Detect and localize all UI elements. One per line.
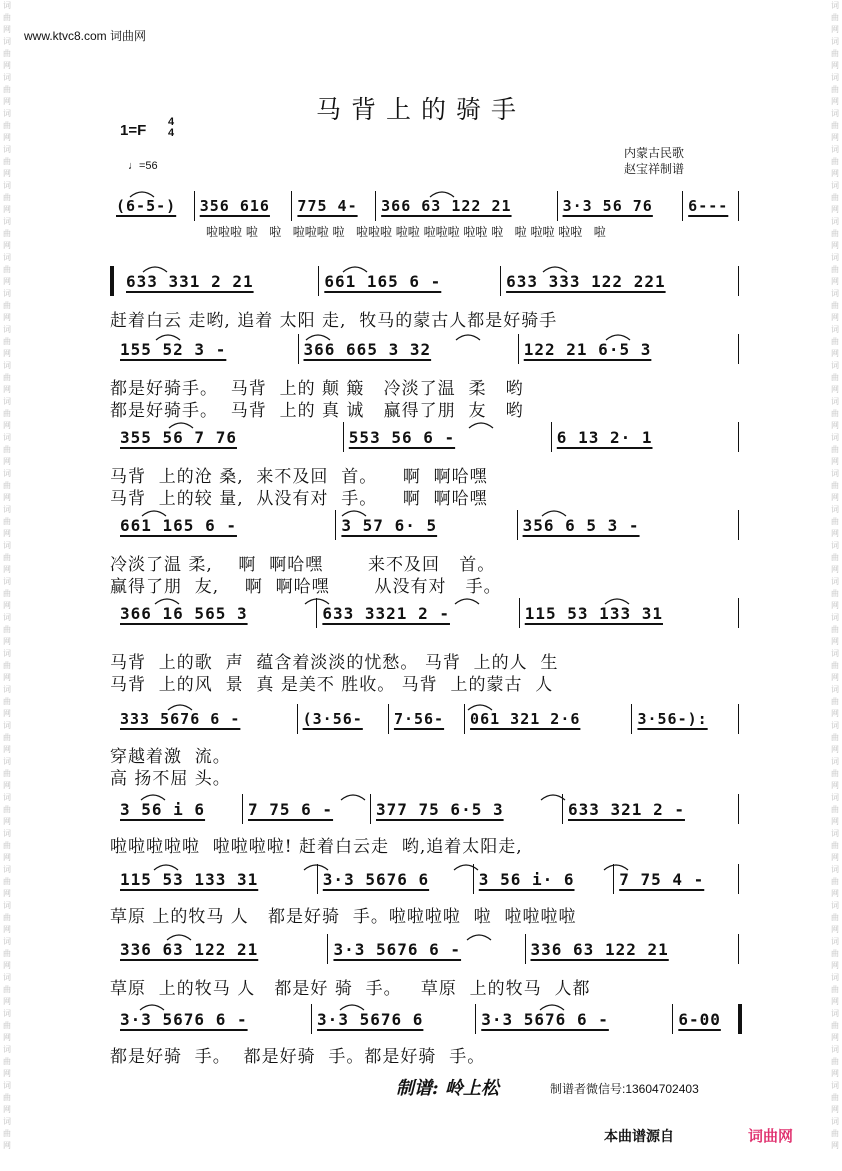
barline <box>242 794 243 824</box>
right-watermark-strip <box>828 0 842 1171</box>
watermark-glyph: 词曲网 <box>3 1 11 34</box>
barline <box>370 794 371 824</box>
watermark-glyph: 词曲网 <box>3 217 11 250</box>
lyric-line: 草原 上的牧马 人 都是好骑 手。啦啦啦啦 啦 啦啦啦啦 <box>110 907 577 927</box>
watermark-glyph: 词曲网 <box>831 253 839 286</box>
measure-notes: 7 75 4 - <box>619 870 705 889</box>
measure-notes: 122 21 6·5 3 <box>523 340 652 359</box>
barline <box>473 864 474 894</box>
watermark-glyph: 词曲网 <box>831 793 839 826</box>
barline <box>738 934 739 964</box>
site-url[interactable]: www.ktvc8.com 词曲网 <box>24 29 147 43</box>
watermark-glyph: 词曲网 <box>3 793 11 826</box>
watermark-glyph: 词曲网 <box>831 505 839 538</box>
measure-notes: 356 6 5 3 - <box>522 516 640 535</box>
watermark-glyph: 词曲网 <box>831 1081 839 1114</box>
song-arranger: 赵宝祥制谱 <box>624 162 685 176</box>
score-system <box>110 330 742 420</box>
measure-notes: 633 3321 2 - <box>322 604 450 623</box>
score-system <box>110 700 742 790</box>
watermark-glyph: 词曲网 <box>831 37 839 70</box>
measure-notes: 633 321 2 - <box>568 800 685 819</box>
watermark-glyph: 词曲网 <box>831 217 839 250</box>
barline <box>194 191 195 221</box>
watermark-glyph: 词曲网 <box>831 289 839 322</box>
notes-row <box>110 330 742 366</box>
barline <box>738 864 739 894</box>
measure-notes: 661 165 6 - <box>120 516 237 535</box>
watermark-glyph: 词曲网 <box>3 1117 11 1150</box>
watermark-glyph: 词曲网 <box>3 397 11 430</box>
watermark-glyph: 词曲网 <box>3 361 11 394</box>
watermark-glyph: 词曲网 <box>831 181 839 214</box>
measure-notes: 336 63 122 21 <box>530 940 669 959</box>
meter-bottom: 4 <box>168 127 175 139</box>
watermark-glyph: 词曲网 <box>831 721 839 754</box>
measure-notes: 115 53 133 31 <box>524 604 663 623</box>
barline <box>557 191 558 221</box>
barline <box>519 598 520 628</box>
notes-row <box>110 594 742 630</box>
watermark-glyph: 词曲网 <box>831 901 839 934</box>
meter-top: 4 <box>168 116 175 128</box>
watermark-glyph: 词曲网 <box>831 865 839 898</box>
score-system <box>110 506 742 596</box>
notes-row <box>110 790 742 826</box>
watermark-glyph: 词曲网 <box>831 73 839 106</box>
arranger-signature: 制谱: 岭上松 <box>396 1078 499 1099</box>
barline <box>327 934 328 964</box>
barline <box>518 334 519 364</box>
barline <box>738 422 739 452</box>
notes-row <box>110 860 742 896</box>
barline <box>613 864 614 894</box>
watermark-glyph: 词曲网 <box>831 541 839 574</box>
lyric-line: 赶着白云 走哟, 追着 太阳 走, 牧马的蒙古人都是好骑手 <box>110 311 558 331</box>
barline <box>672 1004 673 1034</box>
measure-notes: 333 5676 6 - <box>120 710 241 728</box>
song-title: 马背上的骑手 <box>315 95 526 124</box>
notes-row <box>110 506 742 542</box>
watermark-glyph: 词曲网 <box>3 1081 11 1114</box>
lyric-line: 都是好骑手。 马背 上的 颠 簸 冷淡了温 柔 哟 <box>110 379 524 399</box>
measure-notes: 6 13 2· 1 <box>556 428 653 447</box>
measure-notes: 3 56 i 6 <box>120 800 206 819</box>
watermark-glyph: 词曲网 <box>831 649 839 682</box>
arranger-wechat: 制谱者微信号:13604702403 <box>550 1082 699 1096</box>
final-barline <box>738 1004 742 1034</box>
barline <box>316 598 317 628</box>
lyric-line: 啦啦啦 啦 啦 啦啦啦 啦 啦啦啦 啦啦 啦啦啦 啦啦 啦 啦 啦啦 啦啦 啦 <box>206 225 606 239</box>
measure-notes: 336 63 122 21 <box>120 940 259 959</box>
barline <box>738 191 739 221</box>
watermark-glyph: 词曲网 <box>831 1 839 34</box>
watermark-glyph: 词曲网 <box>3 109 11 142</box>
watermark-glyph: 词曲网 <box>3 685 11 718</box>
lyric-line: 都是好骑 手。 都是好骑 手。都是好骑 手。 <box>110 1047 486 1067</box>
measure-notes: 3·3 5676 6 - <box>481 1010 609 1029</box>
measure-notes: 553 56 6 - <box>348 428 456 447</box>
watermark-glyph: 词曲网 <box>3 577 11 610</box>
watermark-glyph: 词曲网 <box>3 433 11 466</box>
measure-notes: 3·3 56 76 <box>562 197 653 215</box>
watermark-glyph: 词曲网 <box>3 469 11 502</box>
barline <box>738 266 739 296</box>
notes-row <box>110 187 742 223</box>
measure-notes: 3 57 6· 5 <box>341 516 438 535</box>
notes-row <box>110 262 742 298</box>
measure-notes: 366 63 122 21 <box>381 197 512 215</box>
measure-notes: (6-5-) <box>116 197 177 215</box>
barline <box>562 794 563 824</box>
lyric-line: 赢得了朋 友, 啊 啊哈嘿 从没有对 手。 <box>110 577 502 597</box>
measure-notes: 7·56- <box>393 710 445 728</box>
barline <box>738 598 739 628</box>
watermark-glyph: 词曲网 <box>831 577 839 610</box>
lyric-line: 马背 上的风 景 真 是美不 胜收。 马背 上的蒙古 人 <box>110 675 554 695</box>
tempo-marking: ♩=56 <box>128 160 158 172</box>
watermark-glyph: 词曲网 <box>3 1045 11 1078</box>
measure-notes: 3·3 5676 6 <box>317 1010 424 1029</box>
watermark-glyph: 词曲网 <box>3 505 11 538</box>
watermark-glyph: 词曲网 <box>831 613 839 646</box>
song-origin: 内蒙古民歌 <box>624 146 685 160</box>
watermark-glyph: 词曲网 <box>3 829 11 862</box>
watermark-glyph: 词曲网 <box>3 325 11 358</box>
lyric-line: 啦啦啦啦啦 啦啦啦啦! 赶着白云走 哟,追着太阳走, <box>110 837 523 857</box>
measure-notes: 366 16 565 3 <box>120 604 248 623</box>
watermark-glyph: 词曲网 <box>831 973 839 1006</box>
left-watermark-strip <box>0 0 14 1171</box>
measure-notes: 366 665 3 32 <box>303 340 432 359</box>
barline <box>343 422 344 452</box>
measure-notes: 661 165 6 - <box>324 272 442 291</box>
lyric-line: 马背 上的歌 声 蕴含着淡淡的忧愁。 马背 上的人 生 <box>110 653 559 673</box>
source-brand[interactable]: 词曲网 <box>748 1127 794 1145</box>
barline <box>317 864 318 894</box>
lyric-line: 穿越着激 流。 <box>110 747 231 767</box>
score-system <box>110 418 742 508</box>
barline <box>388 704 389 734</box>
measure-notes: 355 56 7 76 <box>120 428 237 447</box>
watermark-glyph: 词曲网 <box>3 289 11 322</box>
song-credits <box>624 145 684 177</box>
measure-notes: 3 56 i· 6 <box>478 870 575 889</box>
watermark-glyph: 词曲网 <box>3 253 11 286</box>
barline <box>525 934 526 964</box>
notes-row <box>110 1000 742 1036</box>
barline <box>311 1004 312 1034</box>
measure-notes: 6--- <box>688 197 729 215</box>
watermark-glyph: 词曲网 <box>3 973 11 1006</box>
lyric-line: 马背 上的较 量, 从没有对 手。 啊 啊哈嘿 <box>110 489 488 509</box>
watermark-glyph: 词曲网 <box>3 757 11 790</box>
watermark-glyph: 词曲网 <box>3 181 11 214</box>
barline <box>318 266 319 296</box>
watermark-glyph: 词曲网 <box>3 613 11 646</box>
source-label: 本曲谱源自 <box>604 1129 674 1145</box>
watermark-glyph: 词曲网 <box>831 433 839 466</box>
measure-notes: 3·56-): <box>637 710 708 728</box>
watermark-glyph: 词曲网 <box>831 325 839 358</box>
watermark-glyph: 词曲网 <box>831 397 839 430</box>
measure-notes: 633 331 2 21 <box>126 272 254 291</box>
measure-notes: 115 53 133 31 <box>120 870 259 889</box>
score-system <box>110 594 742 695</box>
measure-notes: 7 75 6 - <box>248 800 334 819</box>
barline <box>500 266 501 296</box>
barline <box>682 191 683 221</box>
watermark-glyph: 词曲网 <box>831 109 839 142</box>
measure-notes: 775 4- <box>297 197 358 215</box>
watermark-glyph: 词曲网 <box>3 865 11 898</box>
lyric-line: 马背 上的沧 桑, 来不及回 首。 啊 啊哈嘿 <box>110 467 488 487</box>
watermark-glyph: 词曲网 <box>831 361 839 394</box>
barline <box>631 704 632 734</box>
watermark-glyph: 词曲网 <box>3 37 11 70</box>
watermark-glyph: 词曲网 <box>3 541 11 574</box>
watermark-glyph: 词曲网 <box>3 901 11 934</box>
measure-notes: 155 52 3 - <box>120 340 227 359</box>
watermark-glyph: 词曲网 <box>831 1009 839 1042</box>
barline <box>551 422 552 452</box>
barline <box>297 704 298 734</box>
barline <box>375 191 376 221</box>
barline <box>335 510 336 540</box>
barline <box>738 510 739 540</box>
lyric-line: 草原 上的牧马 人 都是好 骑 手。 草原 上的牧马 人都 <box>110 979 591 999</box>
watermark-glyph: 词曲网 <box>831 937 839 970</box>
measure-notes: 061 321 2·6 <box>470 710 581 728</box>
watermark-glyph: 词曲网 <box>3 649 11 682</box>
watermark-glyph: 词曲网 <box>831 685 839 718</box>
watermark-glyph: 词曲网 <box>831 469 839 502</box>
notes-row <box>110 700 742 736</box>
barline <box>475 1004 476 1034</box>
watermark-glyph: 词曲网 <box>831 1045 839 1078</box>
watermark-glyph: 词曲网 <box>831 1117 839 1150</box>
watermark-glyph: 词曲网 <box>3 937 11 970</box>
measure-notes: 3·3 5676 6 - <box>333 940 462 959</box>
watermark-glyph: 词曲网 <box>3 73 11 106</box>
barline <box>517 510 518 540</box>
watermark-glyph: 词曲网 <box>831 145 839 178</box>
measure-notes: 377 75 6·5 3 <box>376 800 504 819</box>
barline <box>738 334 739 364</box>
watermark-glyph: 词曲网 <box>831 757 839 790</box>
notes-row <box>110 930 742 966</box>
barline <box>738 794 739 824</box>
notes-row <box>110 418 742 454</box>
measure-notes: 6-00 <box>678 1010 721 1029</box>
repeat-start-bar <box>110 266 114 296</box>
barline <box>298 334 299 364</box>
watermark-glyph: 词曲网 <box>831 829 839 862</box>
lyric-line: 冷淡了温 柔, 啊 啊哈嘿 来不及回 首。 <box>110 555 496 575</box>
watermark-glyph: 词曲网 <box>3 145 11 178</box>
key-signature: 1=F <box>120 122 147 139</box>
lyric-line: 高 扬不屈 头。 <box>110 769 231 789</box>
lyric-line: 都是好骑手。 马背 上的 真 诚 赢得了朋 友 哟 <box>110 401 524 421</box>
measure-notes: 633 333 122 221 <box>506 272 666 291</box>
barline <box>291 191 292 221</box>
time-signature <box>168 117 174 139</box>
measure-notes: (3·56- <box>302 710 363 728</box>
barline <box>464 704 465 734</box>
repeat-end-barline <box>738 704 739 734</box>
watermark-glyph: 词曲网 <box>3 1009 11 1042</box>
measure-notes: 3·3 5676 6 <box>322 870 430 889</box>
watermark-glyph: 词曲网 <box>3 721 11 754</box>
measure-notes: 3·3 5676 6 - <box>120 1010 248 1029</box>
measure-notes: 356 616 <box>199 197 270 215</box>
